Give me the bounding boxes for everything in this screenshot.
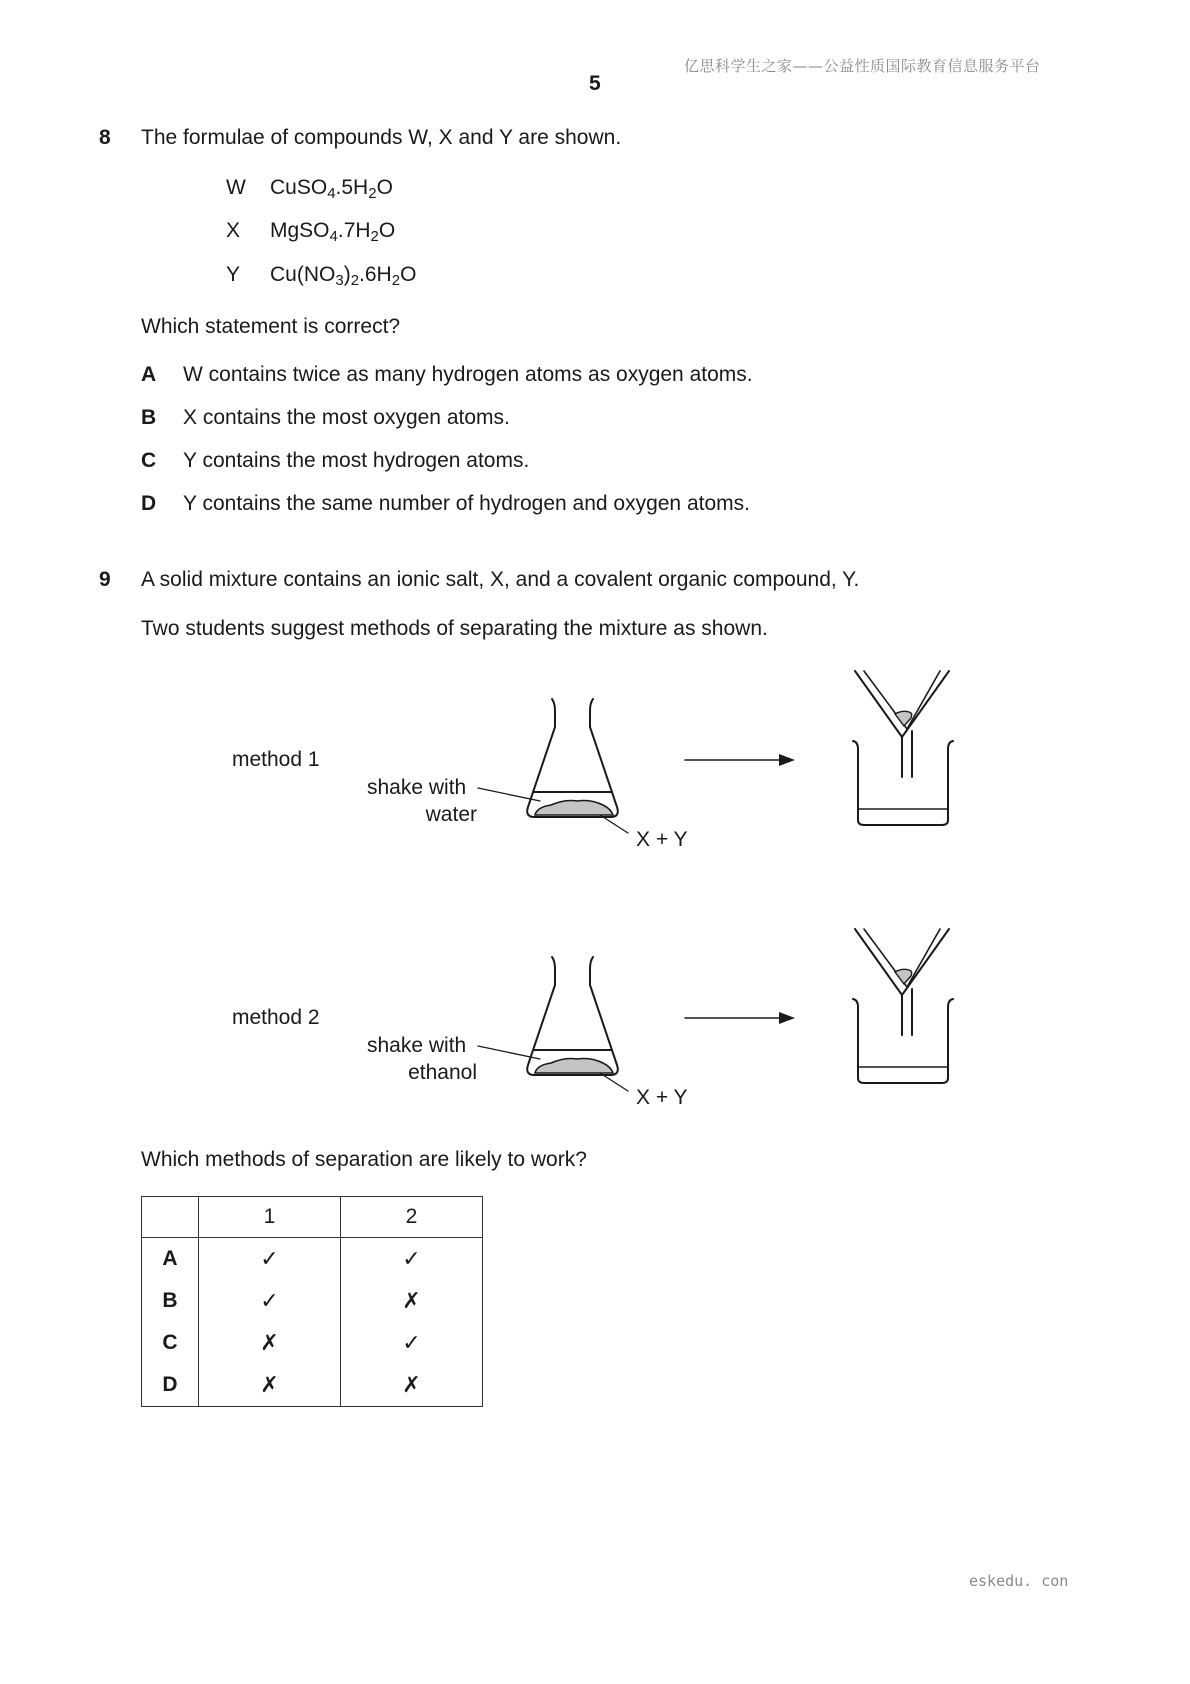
formula-text: $MgSO_4.7H_2O$	[270, 219, 396, 245]
question-8-stem: The formulae of compounds W, X and Y are shown.	[141, 126, 622, 149]
option-c-text: Y contains the most hydrogen atoms.	[183, 449, 530, 472]
method-2-solvent-line1: shake with	[367, 1034, 467, 1057]
method-2-solvent-line2: ethanol	[408, 1061, 477, 1084]
table-row	[142, 1280, 483, 1322]
method-1-solvent-line1: shake with	[367, 776, 467, 799]
method-2-apparatus	[225, 923, 985, 1123]
formula-row-y	[226, 263, 416, 287]
row-letter: B	[142, 1280, 199, 1322]
method-2-diagram	[225, 923, 985, 1123]
conical-flask-icon	[527, 957, 618, 1075]
option-b-letter: B	[141, 406, 157, 429]
option-b-text: X contains the most oxygen atoms.	[183, 406, 510, 429]
option-c-letter: C	[141, 449, 157, 472]
header-cell-method-2: 2	[341, 1197, 483, 1238]
option-a-letter: A	[141, 363, 157, 386]
page-number: 5	[589, 72, 601, 95]
question-8-number: 8	[99, 126, 111, 149]
method-1-apparatus	[225, 665, 985, 865]
formula-label: X	[226, 219, 241, 242]
option-d-text: Y contains the same number of hydrogen and oxygen atoms.	[183, 492, 750, 515]
method-2-title: method 2	[232, 1006, 320, 1029]
formula-label: Y	[226, 263, 241, 286]
method-1-mark: ✗	[199, 1322, 341, 1364]
question-9-number: 9	[99, 568, 111, 591]
method-1-mixture-label: X + Y	[636, 828, 688, 851]
method-1-mark: ✗	[199, 1364, 341, 1407]
answer-table-header	[142, 1197, 483, 1238]
formula-label: W	[226, 176, 246, 199]
method-2-mark: ✓	[341, 1322, 483, 1364]
table-row	[142, 1238, 483, 1281]
question-9-stem: A solid mixture contains an ionic salt, X, and a covalent organic compound, Y.	[141, 568, 860, 591]
method-1-mark: ✓	[199, 1238, 341, 1281]
formula-row-w	[226, 176, 393, 200]
question-8-prompt: Which statement is correct?	[141, 315, 401, 338]
formula-row-x	[226, 219, 395, 243]
header-cell-blank	[142, 1197, 199, 1238]
method-2-mixture-label: X + Y	[636, 1086, 688, 1109]
method-1-diagram	[225, 665, 985, 865]
formula-text: $CuSO_4.5H_2O$	[270, 176, 393, 202]
method-2-mark: ✗	[341, 1364, 483, 1407]
footer-site-name: eskedu. con	[969, 1572, 1069, 1590]
question-9-prompt: Which methods of separation are likely to work?	[141, 1148, 587, 1171]
header-site-name: 亿思科学生之家——公益性质国际教育信息服务平台	[684, 57, 1041, 75]
method-2-mark: ✓	[341, 1238, 483, 1281]
header-cell-method-1: 1	[199, 1197, 341, 1238]
method-1-title: method 1	[232, 748, 320, 771]
method-2-mark: ✗	[341, 1280, 483, 1322]
formula-text: $Cu(NO_3)_2.6H_2O$	[270, 263, 417, 289]
row-letter: D	[142, 1364, 199, 1407]
answer-table	[141, 1196, 483, 1407]
table-row	[142, 1364, 483, 1407]
table-row	[142, 1322, 483, 1364]
option-d-letter: D	[141, 492, 157, 515]
question-9-intro: Two students suggest methods of separating the mixture as shown.	[141, 617, 768, 640]
conical-flask-icon	[527, 699, 618, 817]
option-a-text: W contains twice as many hydrogen atoms as oxygen atoms.	[183, 363, 753, 386]
row-letter: C	[142, 1322, 199, 1364]
method-1-mark: ✓	[199, 1280, 341, 1322]
row-letter: A	[142, 1238, 199, 1281]
method-1-solvent-line2: water	[425, 803, 477, 826]
